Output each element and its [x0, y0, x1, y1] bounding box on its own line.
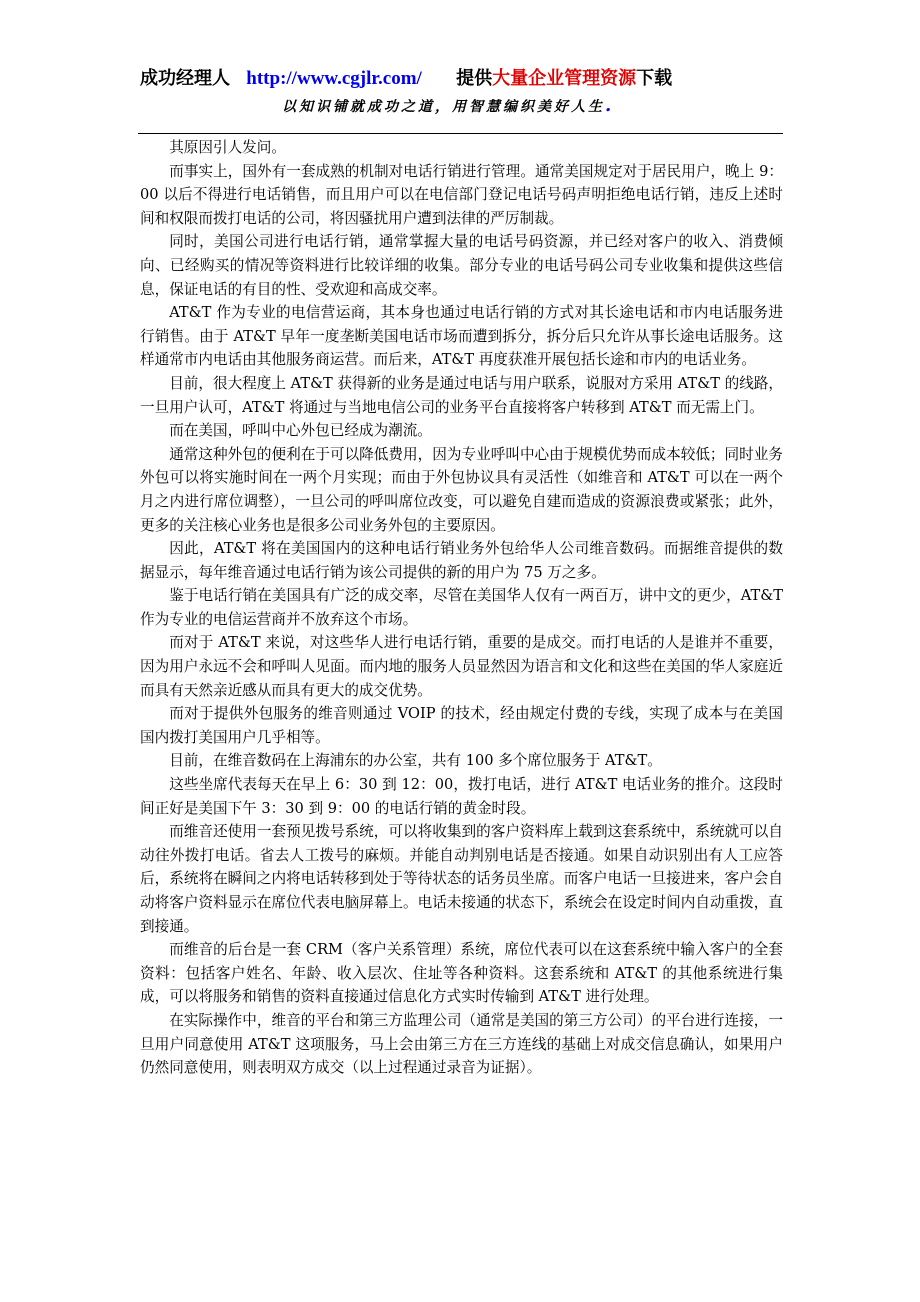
paragraph: 因此，AT&T 将在美国国内的这种电话行销业务外包给华人公司维音数码。而据维音提供的数据显示，每年维音通过电话行销为该公司提供的新的用户为 75 万之多。 — [140, 540, 783, 581]
paragraph: 目前，很大程度上 AT&T 获得新的业务是通过电话与用户联系，说服对方采用 AT&T 的线路，一旦用户认可，AT&T 将通过与当地电信公司的业务平台直接将客户转移到 AT&T 而无需上门。 — [140, 374, 783, 416]
paragraph: 而对于提供外包服务的维音则通过 VOIP 的技术，经由规定付费的专线，实现了成本与在美国国内拨打美国用户几乎相等。 — [140, 705, 783, 746]
paragraph: 其原因引人发问。 — [169, 139, 286, 156]
provide-highlight: 大量企业管理资源 — [492, 68, 637, 89]
slogan-end: . — [605, 95, 615, 116]
header-banner — [140, 66, 672, 92]
paragraph: 而事实上，国外有一套成熟的机制对电话行销进行管理。通常美国规定对于居民用户，晚上 9：00 以后不得进行电话销售，而且用户可以在电信部门登记电话号码声明拒绝电话行销，违反上述时间和权限而拨打电话的公司，将因骚扰用户遭到法律的严厉制裁。 — [140, 162, 783, 227]
provide-suffix: 下载 — [636, 68, 673, 89]
provide-prefix: 提供 — [456, 68, 493, 89]
slogan — [282, 96, 614, 117]
paragraph: 这些坐席代表每天在早上 6：30 到 12：00，拨打电话，进行 AT&T 电话业务的推介。这段时间正好是美国下午 3：30 到 9：00 的电话行销的黄金时段。 — [140, 776, 783, 817]
paragraph: 而对于 AT&T 来说，对这些华人进行电话行销，重要的是成交。而打电话的人是谁并不重要，因为用户永远不会和呼叫人见面。而内地的服务人员显然因为语言和文化和这些在美国的华人家庭近而具有天然亲近感从而具有更大的成交优势。 — [140, 634, 783, 699]
paragraph: 通常这种外包的便利在于可以降低费用，因为专业呼叫中心由于规模优势而成本较低；同时业务外包可以将实施时间在一两个月实现；而由于外包协议具有灵活性（如维音和 AT&T 可以在一两个月之内进行席位调整），一旦公司的呼叫席位改变，可以避免自建而造成的资源浪费或紧张；此外，更多的关注核心业务也是很多公司业务外包的主要原因。 — [140, 445, 783, 534]
paragraph: 在实际操作中，维音的平台和第三方监理公司（通常是美国的第三方公司）的平台进行连接，一旦用户同意使用 AT&T 这项服务，马上会由第三方在三方连线的基础上对成交信息确认，如果用户仍然同意使用，则表明双方成交（以上过程通过录音为证据）。 — [140, 1011, 783, 1077]
paragraph: 而在美国，呼叫中心外包已经成为潮流。 — [169, 422, 432, 440]
header-divider — [138, 133, 783, 134]
paragraph: 目前，在维音数码在上海浦东的办公室，共有 100 多个席位服务于 AT&T。 — [169, 752, 662, 770]
paragraph: 而维音还使用一套预见拨号系统，可以将收集到的客户资料库上载到这套系统中，系统就可以自动往外拨打电话。省去人工拨号的麻烦。并能自动判别电话是否接通。如果自动识别出有人工应答后，系统将在瞬间之内将电话转移到处于等待状态的话务员坐席。而客户电话一旦接进来，客户会自动将客户资料显示在席位代表电脑屏幕上。电话未接通的状态下，系统会在设定时间内自动重拨，直到接通。 — [140, 823, 783, 935]
site-url-link[interactable]: http://www.cgjlr.com/ — [246, 68, 422, 89]
paragraph: 同时，美国公司进行电话行销，通常掌握大量的电话号码资源，并已经对客户的收入、消费倾向、已经购买的情况等资料进行比较详细的收集。部分专业的电话号码公司专业收集和提供这些信息，保证电话的有目的性、受欢迎和高成交率。 — [140, 233, 783, 298]
provide-text — [456, 68, 672, 89]
paragraph: 而维音的后台是一套 CRM（客户关系管理）系统，席位代表可以在这套系统中输入客户的全套资料：包括客户姓名、年龄、收入层次、住址等各种资料。这套系统和 AT&T 的其他系统进行集成，可以将服务和销售的资料直接通过信息化方式实时传输到 AT&T 进行处理。 — [140, 941, 783, 1006]
paragraph: 鉴于电话行销在美国具有广泛的成交率，尽管在美国华人仅有一两百万，讲中文的更少，AT&T 作为专业的电信运营商并不放弃这个市场。 — [140, 587, 783, 628]
site-name: 成功经理人 — [140, 68, 230, 89]
paragraph: AT&T 作为专业的电信营运商，其本身也通过电话行销的方式对其长途电话和市内电话服务进行销售。由于 AT&T 早年一度垄断美国电话市场而遭到拆分，拆分后只允许从事长途电话服务。这样通常市内电话由其他服务商运营。而后来，AT&T 再度获准开展包括长途和市内的电话业务。 — [140, 304, 783, 369]
article-body — [140, 136, 783, 1080]
slogan-text: 以知识铺就成功之道，用智慧编织美好人生 — [282, 99, 605, 115]
